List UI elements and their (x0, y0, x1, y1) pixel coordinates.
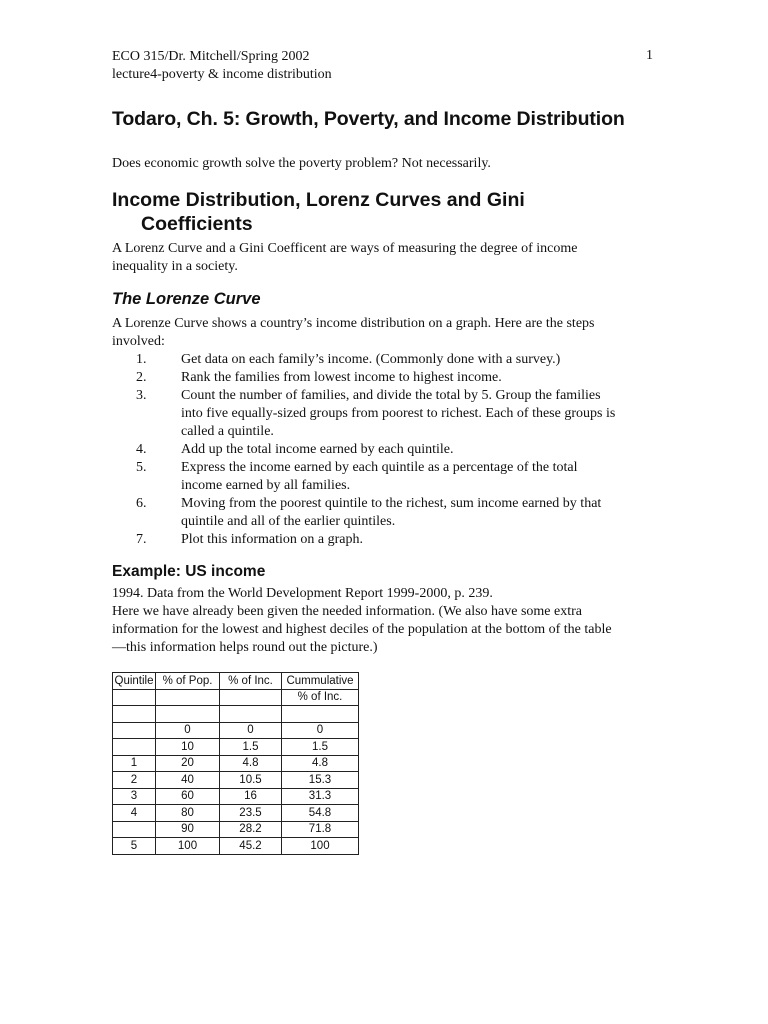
table-cell: 80 (156, 805, 220, 822)
table-cell: 71.8 (282, 821, 359, 838)
step-text: called a quintile. (181, 424, 274, 439)
table-cell (113, 821, 156, 838)
table-cell: 90 (156, 821, 220, 838)
step-text: Add up the total income earned by each quintile. (181, 442, 454, 457)
page-number: 1 (646, 48, 653, 63)
table-cell (113, 689, 156, 706)
table-cell: 0 (156, 722, 220, 739)
lorenze-text-line2: involved: (112, 334, 165, 349)
step-number: 7. (136, 532, 147, 547)
step-item (112, 531, 672, 549)
column-header-inc: % of Inc. (220, 673, 282, 690)
example-paragraph (112, 585, 672, 657)
table-cell: 4.8 (220, 755, 282, 772)
column-header-pop: % of Pop. (156, 673, 220, 690)
table-cell (220, 689, 282, 706)
table-cell: 40 (156, 772, 220, 789)
table-cell: 1 (113, 755, 156, 772)
table-cell: 4 (113, 805, 156, 822)
table-cell (113, 706, 156, 723)
table-row (113, 772, 359, 789)
table-row (113, 821, 359, 838)
step-item (112, 369, 672, 387)
table-row (113, 838, 359, 855)
section-heading-income-distribution (112, 188, 632, 236)
step-text: income earned by all families. (181, 478, 351, 493)
table-cell: 54.8 (282, 805, 359, 822)
table-cell: 1.5 (220, 739, 282, 756)
step-number: 4. (136, 442, 147, 457)
table-cell: 28.2 (220, 821, 282, 838)
course-header: ECO 315/Dr. Mitchell/Spring 2002 (112, 49, 310, 64)
steps-list (112, 351, 672, 549)
section1-text-line2: inequality in a society. (112, 259, 238, 274)
step-text: Count the number of families, and divide the total by 5. Group the families (181, 388, 601, 403)
section-heading-line1: Income Distribution, Lorenz Curves and Gini (112, 189, 525, 211)
step-number: 2. (136, 370, 147, 385)
example-heading: Example: US income (112, 563, 266, 580)
step-text: Rank the families from lowest income to highest income. (181, 370, 502, 385)
table-cell: 0 (220, 722, 282, 739)
intro-paragraph: Does economic growth solve the poverty problem? Not necessarily. (112, 156, 491, 171)
table-cell: 31.3 (282, 788, 359, 805)
section-heading-line2: Coefficients (141, 213, 253, 235)
table-cell: 4.8 (282, 755, 359, 772)
table-cell (156, 689, 220, 706)
step-text: Get data on each family’s income. (Commonly done with a survey.) (181, 352, 561, 367)
income-distribution-table (112, 672, 359, 855)
step-item (112, 441, 672, 459)
table-row (113, 739, 359, 756)
section1-text-line1: A Lorenz Curve and a Gini Coefficent are ways of measuring the degree of income (112, 241, 578, 256)
table-cell: 100 (156, 838, 220, 855)
table-cell: 5 (113, 838, 156, 855)
table-cell: 60 (156, 788, 220, 805)
example-line: Here we have already been given the needed information. (We also have some extra (112, 604, 582, 619)
step-number: 3. (136, 388, 147, 403)
section1-paragraph (112, 240, 652, 276)
step-text: quintile and all of the earlier quintiles. (181, 514, 396, 529)
column-header-cumulative: Cummulative (282, 673, 359, 690)
document-title: Todaro, Ch. 5: Growth, Poverty, and Income Distribution (112, 108, 625, 130)
subheading-lorenze-curve: The Lorenze Curve (112, 290, 261, 308)
example-line: 1994. Data from the World Development Report 1999-2000, p. 239. (112, 586, 493, 601)
table-cell: 0 (282, 722, 359, 739)
example-line: —this information helps round out the picture.) (112, 640, 378, 655)
table-cell: % of Inc. (282, 689, 359, 706)
step-number: 5. (136, 460, 147, 475)
table-cell: 15.3 (282, 772, 359, 789)
step-text: Plot this information on a graph. (181, 532, 363, 547)
step-text: Express the income earned by each quintile as a percentage of the total (181, 460, 578, 475)
table-header-row (113, 673, 359, 690)
table-row (113, 805, 359, 822)
table-cell: 10 (156, 739, 220, 756)
table-cell (113, 739, 156, 756)
table-cell: 10.5 (220, 772, 282, 789)
table-cell: 45.2 (220, 838, 282, 855)
table-cell (156, 706, 220, 723)
table-cell: 100 (282, 838, 359, 855)
step-number: 1. (136, 352, 147, 367)
lorenze-paragraph (112, 315, 652, 351)
step-item (112, 459, 672, 495)
example-line: information for the lowest and highest deciles of the population at the bottom of the table (112, 622, 612, 637)
table-subheader-row (113, 689, 359, 706)
table-cell (282, 706, 359, 723)
table-cell: 20 (156, 755, 220, 772)
lecture-header: lecture4-poverty & income distribution (112, 67, 332, 82)
table-cell: 1.5 (282, 739, 359, 756)
step-item (112, 351, 672, 369)
step-text: into five equally-sized groups from poorest to richest. Each of these groups is (181, 406, 616, 421)
table-cell: 3 (113, 788, 156, 805)
table-cell: 16 (220, 788, 282, 805)
table-cell: 2 (113, 772, 156, 789)
step-item (112, 387, 672, 441)
table-cell (113, 722, 156, 739)
step-item (112, 495, 672, 531)
step-number: 6. (136, 496, 147, 511)
table-cell (220, 706, 282, 723)
table-row (113, 755, 359, 772)
step-text: Moving from the poorest quintile to the richest, sum income earned by that (181, 496, 602, 511)
lorenze-text-line1: A Lorenze Curve shows a country’s income distribution on a graph. Here are the steps (112, 316, 595, 331)
table-row (113, 706, 359, 723)
table-row (113, 722, 359, 739)
table-row (113, 788, 359, 805)
column-header-quintile: Quintile (113, 673, 156, 690)
table-cell: 23.5 (220, 805, 282, 822)
